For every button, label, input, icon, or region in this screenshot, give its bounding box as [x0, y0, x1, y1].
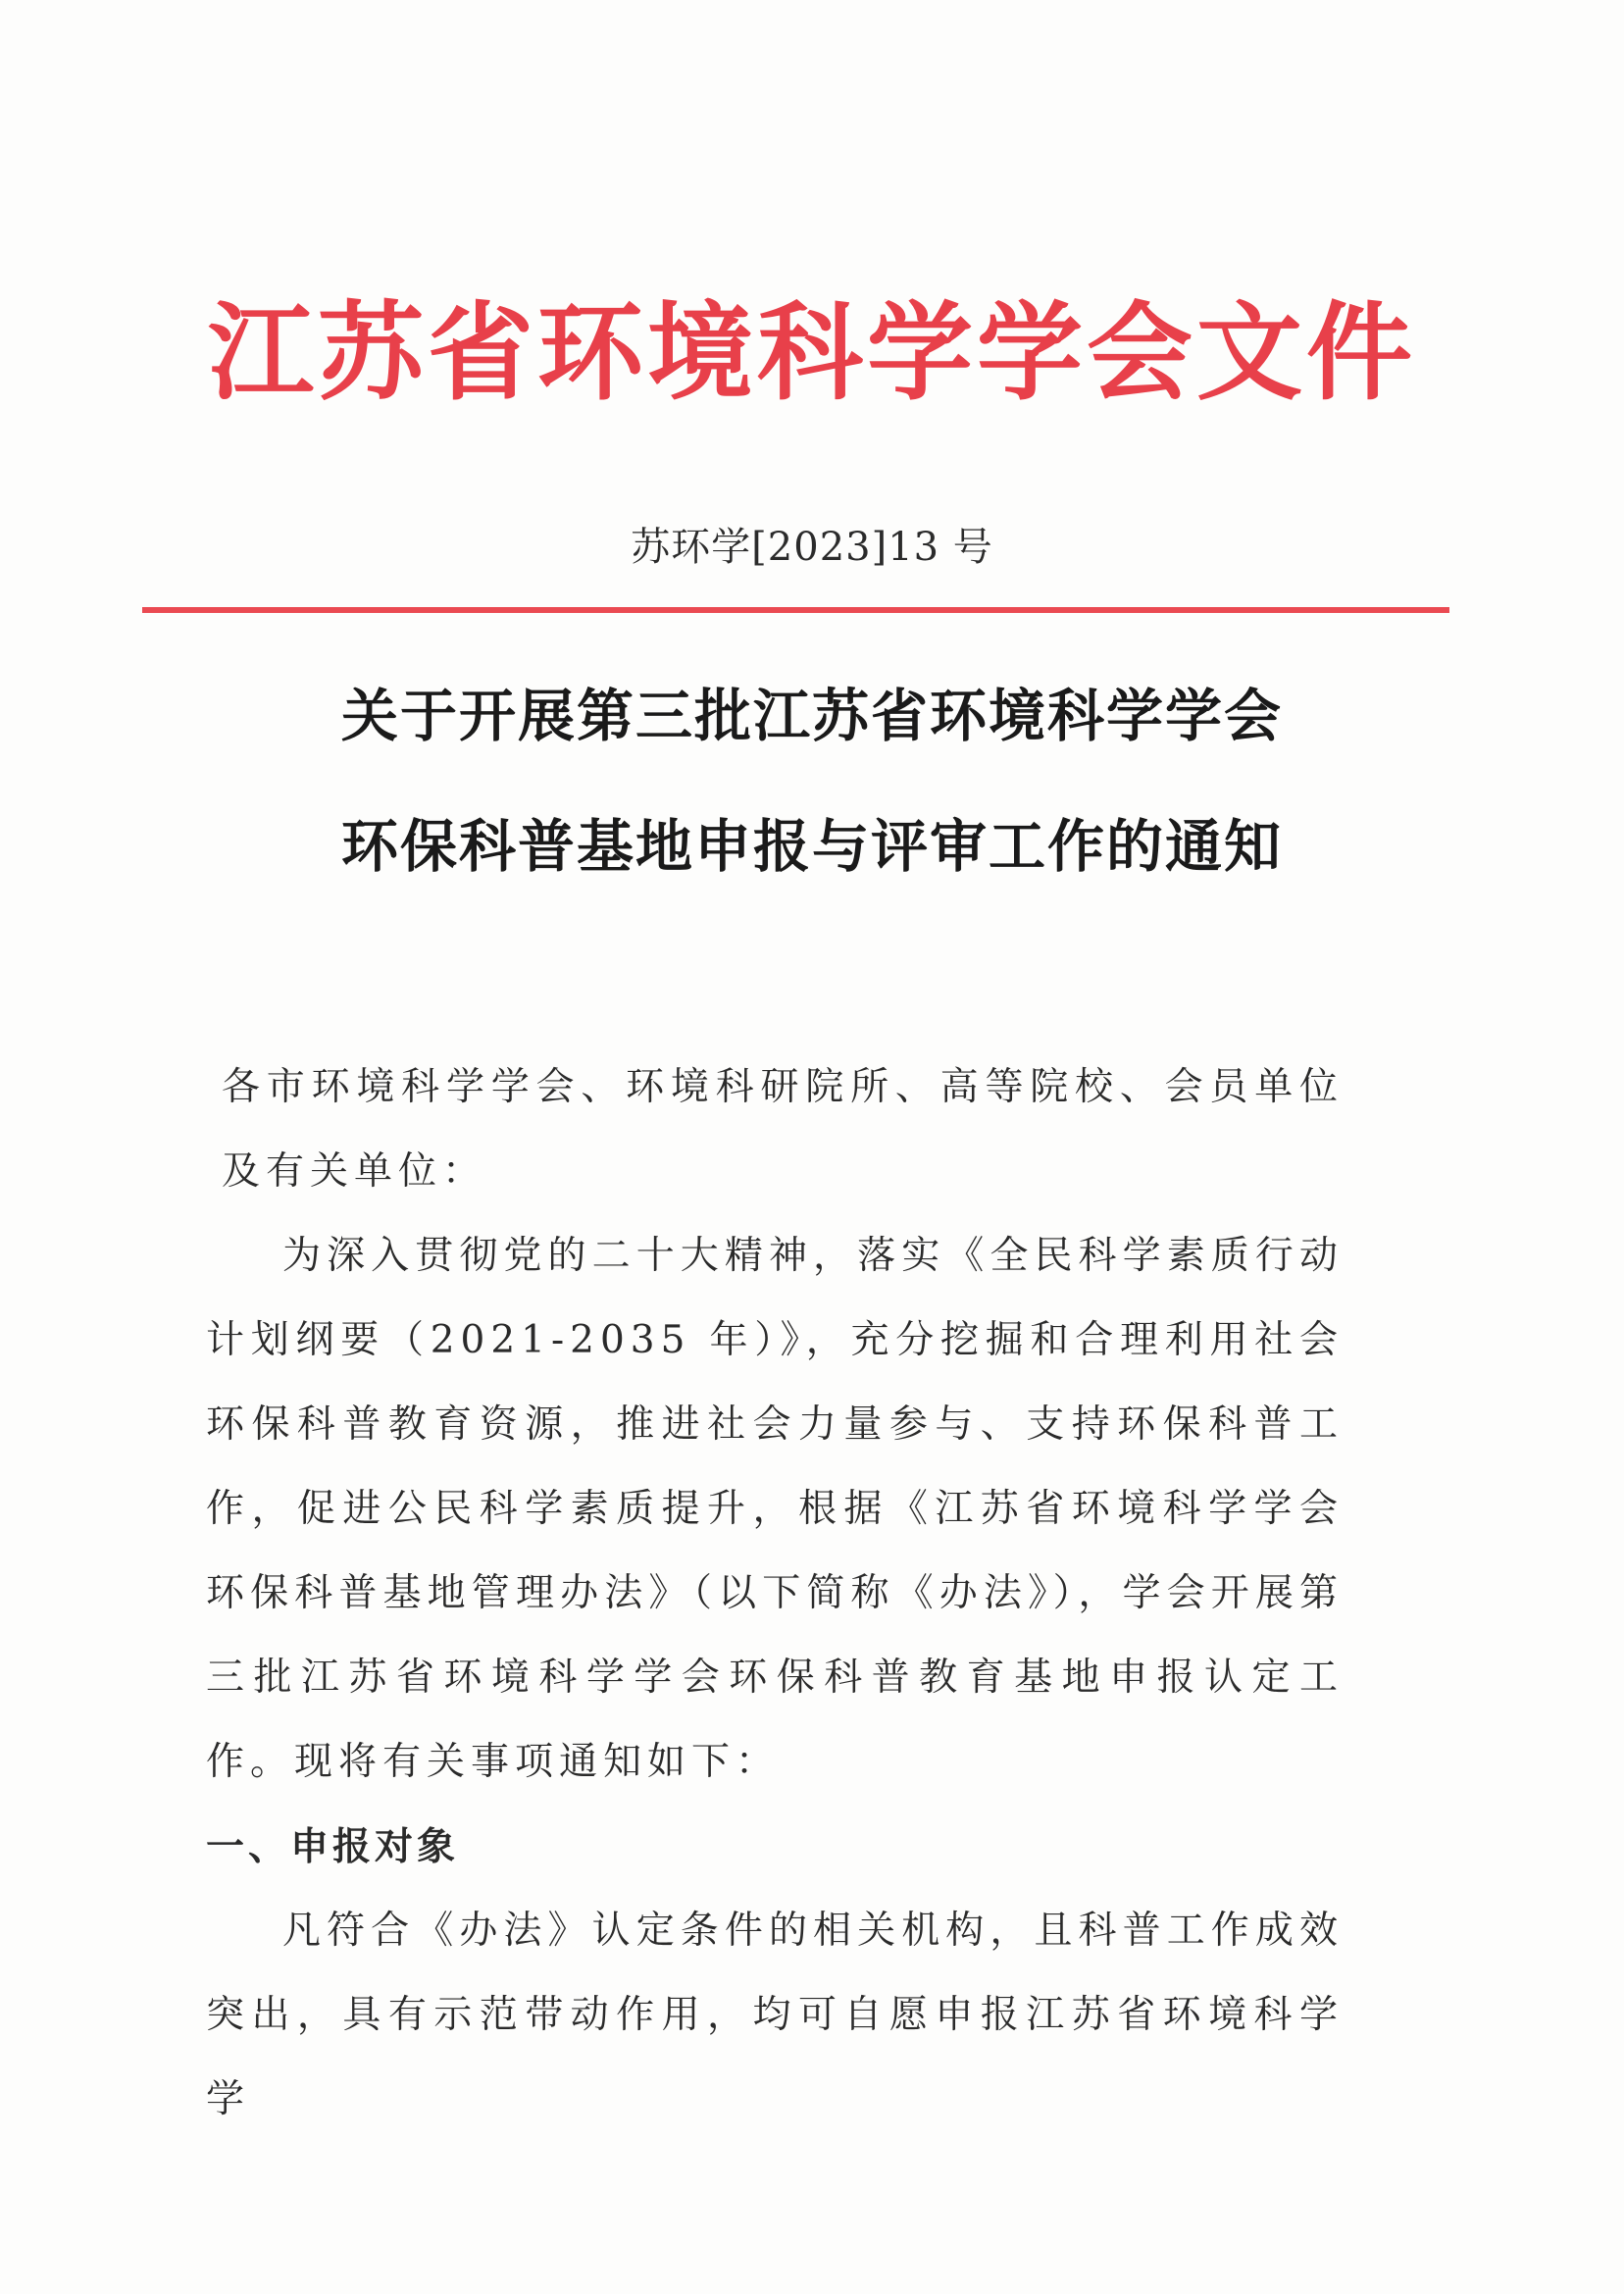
notice-title-line-1: 关于开展第三批江苏省环境科学学会 [340, 683, 1283, 749]
section-heading: 一、申报对象 [206, 1824, 460, 1869]
body-paragraph: 为深入贯彻党的二十大精神，落实《全民科学素质行动计划纲要（2021-2035 年）》，充分挖掘和合理利用社会环保科普教育资源，推进社会力量参与、支持环保科普工作，促进公民科学素质提升，根据《江苏省环境科学学会环保科普基地管理办法》（以下简称《办法》），学会开展第三批江苏省环境科学学会环保科普教育基地申报认定工作。现将有关事项通知如下： [206, 1234, 1344, 1784]
notice-title-line-2: 环保科普基地申报与评审工作的通知 [340, 813, 1283, 880]
document-header-title: 江苏省环境科学学会文件 [207, 291, 1416, 415]
header-divider [142, 607, 1449, 613]
body-paragraph: 凡符合《办法》认定条件的相关机构，且科普工作成效突出，具有示范带动作用，均可自愿申报江苏省环境科学学 [206, 1909, 1344, 2121]
document-number: 苏环学[2023]13 号 [631, 525, 993, 570]
salutation: 各市环境科学学会、环境科研院所、高等院校、会员单位及有关单位： [222, 1065, 1344, 1194]
document-body [206, 1045, 1344, 2142]
